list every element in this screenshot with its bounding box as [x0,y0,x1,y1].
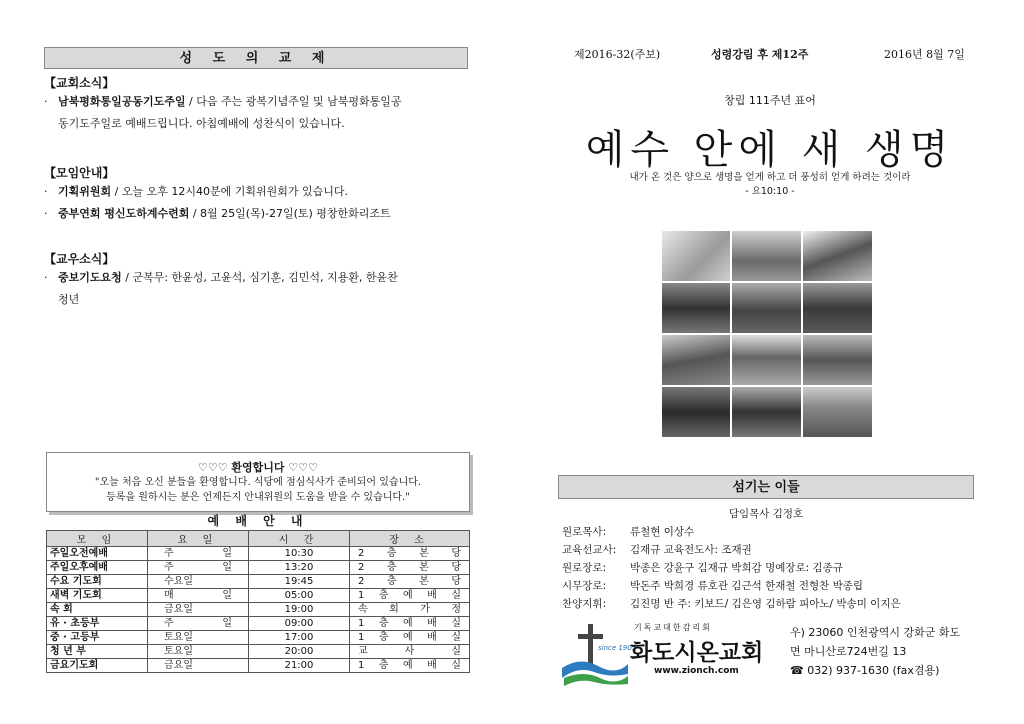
phone-line: ☎ 032) 937-1630 (fax겸용) [790,664,940,677]
verse-ref: - 요10:10 - [745,186,795,197]
table-row [47,645,470,659]
welcome-box [46,452,470,512]
table-cell: 속 회 [47,603,148,617]
table-cell: 금요일 [148,659,249,673]
table-cell: 금요일 [148,603,249,617]
photo [802,282,873,334]
table-cell: 주일오전예배 [47,547,148,561]
photo [661,334,731,386]
table-cell: 1 층 예 배 실 [350,659,470,673]
table-cell: 새벽 기도회 [47,589,148,603]
welcome-line: "오늘 처음 오신 분들을 환영합니다. 식당에 점심식사가 준비되어 있습니다. [94,477,422,488]
table-cell: 토요일 [148,631,249,645]
news-item-cont: 청년 [58,293,80,306]
photo [731,334,802,386]
col-header: 장 소 [350,531,470,547]
bulletin-date: 2016년 8월 7일 [884,48,965,61]
table-cell: 속 회 가 정 [350,603,470,617]
news-item: · 남북평화통일공동기도주일 / 다음 주는 광복기념주일 및 남북평화통일공 [44,95,402,108]
servants-header: 섬기는 이들 [558,475,974,499]
section-church-news [44,74,474,160]
table-row [47,575,470,589]
table-cell: 10:30 [249,547,350,561]
table-cell: 유 · 초등부 [47,617,148,631]
table-cell: 수요 기도회 [47,575,148,589]
table-row [47,631,470,645]
table-cell: 주 일 [148,561,249,575]
table-cell: 주 일 [148,617,249,631]
table-row [47,603,470,617]
table-cell: 교 사 실 [350,645,470,659]
table-cell: 금요기도회 [47,659,148,673]
staff-row: 시무장로: 박돈주 박희경 류호관 김근석 한재철 전형찬 박종립 [562,580,864,592]
table-cell: 17:00 [249,631,350,645]
table-cell: 2 층 본 당 [350,547,470,561]
photo-collage [661,230,873,438]
logo-denomination: 기독교대한감리회 [634,623,712,632]
table-cell: 수요일 [148,575,249,589]
table-cell: 13:20 [249,561,350,575]
staff-row: 원로목사: 류철현 이상수 [562,526,695,538]
table-row [47,659,470,673]
senior-pastor: 담임목사 김정호 [728,508,804,520]
staff-row: 원로장로: 박종은 강윤구 김재규 박희감 명예장로: 김종규 [562,562,843,574]
logo-church-name: 화도시온교회 [630,640,764,666]
church-address [790,623,960,680]
photo [802,230,873,282]
table-row [47,561,470,575]
motto-title: 예수 안에 새 생명 [585,127,955,173]
logo-since: since 1905 [598,644,637,652]
staff-row: 교육선교사: 김재규 교육전도사: 조재권 [562,544,752,556]
section-title: 【교우소식】 [44,252,115,266]
photo [731,282,802,334]
table-row [47,547,470,561]
staff-row: 찬양지휘: 김진명 반 주: 키보드/ 김은영 김하람 피아노/ 박송미 이지은 [562,598,901,610]
news-item: · 기획위원회 / 오늘 오후 12시40분에 기획위원회가 있습니다. [44,185,348,198]
table-cell: 05:00 [249,589,350,603]
col-header: 모 임 [47,531,148,547]
section-meetings [44,164,474,250]
verse-text: 내가 온 것은 양으로 생명을 얻게 하고 더 풍성히 얻게 하려는 것이라 [629,172,911,183]
table-cell: 청 년 부 [47,645,148,659]
news-item-cont: 동기도주일로 예배드립니다. 아침예배에 성찬식이 있습니다. [58,117,345,130]
table-header-row [47,531,470,547]
table-cell: 1 층 예 배 실 [350,617,470,631]
news-item: · 중보기도요청 / 군복무: 한윤성, 고윤석, 심기훈, 김민석, 지용환, 한윤찬 [44,271,398,284]
table-cell: 19:00 [249,603,350,617]
table-cell: 19:45 [249,575,350,589]
col-header: 시 간 [249,531,350,547]
welcome-title: ♡♡♡ 환영합니다 ♡♡♡ [198,461,318,474]
photo [802,386,873,438]
logo-url: www.zionch.com [654,666,739,676]
news-item: · 중부연회 평신도하계수련회 / 8월 25일(목)-27일(토) 평창한화리조트 [44,207,391,220]
liturgical-season: 성령강림 후 제12주 [711,48,809,61]
photo [661,230,731,282]
table-cell: 매 일 [148,589,249,603]
photo [731,230,802,282]
table-cell: 중 · 고등부 [47,631,148,645]
photo [661,386,731,438]
table-cell: 09:00 [249,617,350,631]
photo [661,282,731,334]
table-cell: 토요일 [148,645,249,659]
table-cell: 1 층 예 배 실 [350,589,470,603]
table-cell: 20:00 [249,645,350,659]
cross-wave-icon [560,620,630,690]
photo [802,334,873,386]
table-cell: 1 층 예 배 실 [350,631,470,645]
table-row [47,589,470,603]
address-line: 면 마니산로724번길 13 [790,645,907,658]
news-sections [44,74,474,311]
issue-number: 제2016-32(주보) [574,48,661,61]
section-title: 【교회소식】 [44,76,115,90]
scripture-verse [558,171,982,199]
section-members [44,250,474,311]
table-cell: 주일오후예배 [47,561,148,575]
address-line: 우) 23060 인천광역시 강화군 화도 [790,626,961,639]
col-header: 요 일 [148,531,249,547]
table-cell: 주 일 [148,547,249,561]
section-title: 【모임안내】 [44,166,115,180]
fellowship-header: 성 도 의 교 제 [44,47,468,69]
table-cell: 2 층 본 당 [350,561,470,575]
church-logo [560,618,790,698]
schedule-title: 예 배 안 내 [207,514,309,528]
worship-schedule-table [46,530,470,673]
table-row [47,617,470,631]
photo [731,386,802,438]
table-cell: 21:00 [249,659,350,673]
table-cell: 2 층 본 당 [350,575,470,589]
motto-label: 창립 111주년 표어 [724,94,816,107]
welcome-line: 등록을 원하시는 분은 언제든지 안내위원의 도움을 받을 수 있습니다." [106,492,410,503]
